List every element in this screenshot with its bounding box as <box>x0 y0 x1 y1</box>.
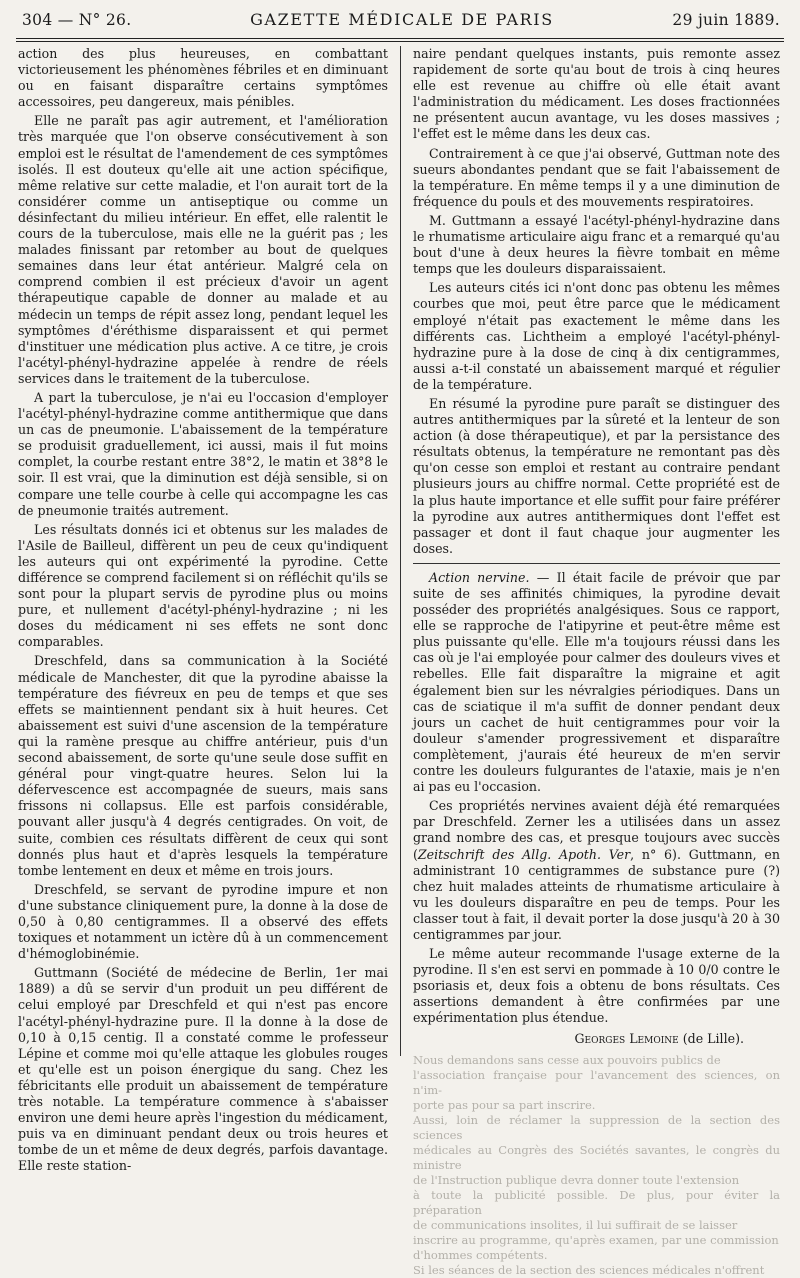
action-nervine-paragraph <box>413 570 780 795</box>
paragraph: Les auteurs cités ici n'ont donc pas obtenu les mêmes courbes que moi, peut être parce que le médicament employé n'était pas exactement le même dans les différents cas. Lichtheim a employé l'acétyl-phényl-hydrazine pure à la dose de cinq à dix centigrammes, aussi a-t-il constaté un abaissement marqué et régulier de la température. <box>413 280 780 392</box>
paragraph: Guttmann (Société de médecine de Berlin, 1er mai 1889) a dû se servir d'un produit un peu différent de celui employé par Dreschfeld et qui n'est pas encore l'acétyl-phényl-hydrazine pure. Il la donne à la dose de 0,10 à 0,15 centig. Il a constaté comme le professeur Lépine et comme moi qu'elle attaque les globules rouges et qu'elle est un poison énergique du sang. Chez les fébricitants elle produit un abaissement de température très notable. La température commence à s'abaisser environ une demi heure après l'ingestion du médicament, puis va en diminuant pendant deux ou trois heures et tombe de un et même de deux degrés, parfois davantage. Elle reste station- <box>18 965 388 1174</box>
page-header <box>14 10 786 38</box>
text-run: , n° 6). Guttmann, en administrant 10 centigrammes de substance pure (?) chez huit malades atteints de rhumatisme articulaire à vu les douleurs disparaître en peu de temps. Pour les classer tout à fait, il devait porter la dose jusqu'à 20 à 30 centigrammes par jour. <box>413 846 780 942</box>
section-heading: Action nervine. <box>429 569 530 585</box>
bleed-line: l'association française pour l'avancement des sciences, on n'im- <box>413 1067 780 1097</box>
section-text: — Il était facile de prévoir que par suite de ses affinités chimiques, la pyrodine devait posséder des propriétés analgésiques. Sous ce rapport, elle se rapproche de l'atipyrine et peut-être même est plus puissante qu'elle. Elle m'a toujours réussi dans les cas où je l'ai employée pour calmer des douleurs vives et rebelles. Elle fait disparaître la migraine et agit également bien sur les névralgies périodiques. Dans un cas de sciatique il m'a suffit de donner pendant deux jours un cachet de huit centigrammes pour voir la douleur s'amender progressivement et disparaître complètement, j'aurais été heureux de m'en servir contre les douleurs fulgurantes de l'ataxie, mais je n'en ai pas eu l'occasion. <box>413 569 780 795</box>
journal-title: GAZETTE MÉDICALE DE PARIS <box>250 10 554 29</box>
bleed-line: Si les séances de la section des sciences médicales n'offrent <box>413 1262 765 1277</box>
paragraph <box>413 798 780 943</box>
bleed-line: médicales au Congrès des Sociétés savantes, le congrès du ministre <box>413 1142 780 1172</box>
paragraph: Le même auteur recommande l'usage externe de la pyrodine. Il s'en est servi en pommade à 10 0/0 contre le psoriasis et, deux fois a obtenu de bons résultats. Ces assertions demandent à être confirmées par une expérimentation plus étendue. <box>413 946 780 1026</box>
bleed-line: d'hommes compétents. <box>413 1247 548 1262</box>
paragraph: M. Guttmann a essayé l'acétyl-phényl-hydrazine dans le rhumatisme articulaire aigu franc et a remarqué qu'au bout d'une à deux heures la fièvre tombait en même temps que les douleurs disparaissaient. <box>413 212 780 277</box>
paragraph: En résumé la pyrodine pure paraît se distinguer des autres antithermiques par la sûreté et la lenteur de son action (à dose thérapeutique), et par la persistance des résultats obtenus, la température ne remontant pas dès qu'on cesse son emploi et restant au contraire pendant plusieurs jours au chiffre normal. Cette propriété est de la plus haute importance et elle suffit pour faire préférer la pyrodine aux autres antithermiques dont l'effet est passager et dont il faut chaque jour augmenter les doses. <box>413 395 780 556</box>
paragraph: A part la tuberculose, je n'ai eu l'occasion d'employer l'acétyl-phényl-hydrazine comme antithermique que dans un cas de pneumonie. L'abaissement de la température se produisit graduellement, ici aussi, mais il fut moins complet, la courbe restant entre 38°2, le matin et 38°8 le soir. Il est vrai, que la diminution est déjà sensible, si on compare une telle courbe à celle qui accompagne les cas de pneumonie traités autrement. <box>18 389 388 518</box>
journal-citation: Zeitschrift des Allg. Apoth. Ver <box>417 846 631 862</box>
paragraph: Les résultats donnés ici et obtenus sur les malades de l'Asile de Bailleul, diffèrent un peu de ceux qu'indiquent les auteurs qui ont expérimenté la pyrodine. Cette différence se comprend facilement si on réfléchit qu'ils se sont pour la plupart servis de pyrodine plus ou moins pure, et nullement d'acétyl-phényl-hydrazine ; ni les doses du médicament ni ses effets ne sont donc comparables. <box>18 521 388 650</box>
bleed-line: Aussi, loin de réclamer la suppression de la section des sciences <box>413 1112 780 1142</box>
bleed-through-text <box>413 1053 780 1278</box>
paragraph: Dreschfeld, se servant de pyrodine impure et non d'une substance cliniquement pure, la donne à la dose de 0,50 à 0,80 centigrammes. Il a observé des effets toxiques et notamment un ictère dû à un commencement d'hémoglobinémie. <box>18 881 388 962</box>
issue-date: 29 juin 1889. <box>672 11 780 29</box>
left-column <box>14 46 400 1174</box>
author-place: (de Lille). <box>678 1030 744 1046</box>
right-column <box>400 46 786 1277</box>
section-divider <box>413 563 780 564</box>
page-number: 304 — N° 26. <box>22 11 132 29</box>
paragraph: Contrairement à ce que j'ai observé, Guttman note des sueurs abondantes pendant que se fait l'abaissement de la température. En même temps il y a une diminution de fréquence du pouls et des mouvements respiratoires. <box>413 145 780 209</box>
bleed-line: à toute la publicité possible. De plus, pour éviter la préparation <box>413 1187 780 1217</box>
bleed-line: inscrire au programme, qu'après examen, par une commission <box>413 1232 779 1247</box>
bleed-line: de communications insolites, il lui suffirait de se laisser <box>413 1217 738 1232</box>
paragraph: action des plus heureuses, en combattant victorieusement les phénomènes fébriles et en diminuant ou en faisant disparaître certains symptômes accessoires, peu dangereux, mais pénibles. <box>18 46 388 110</box>
bleed-line: de l'Instruction publique devra donner toute l'extension <box>413 1172 740 1187</box>
author-signature <box>413 1031 744 1047</box>
bleed-line: Nous demandons sans cesse aux pouvoirs publics de <box>413 1052 721 1067</box>
paragraph: naire pendant quelques instants, puis remonte assez rapidement de sorte qu'au bout de trois à cinq heures elle est revenue au chiffre où elle était avant l'administration du médicament. Les doses fractionnées ne présentent aucun avantage, vu les doses massives ; l'effet est le même dans les deux cas. <box>413 46 780 142</box>
paragraph: Dreschfeld, dans sa communication à la Société médicale de Manchester, dit que la pyrodine abaisse la température des fiévreux en peu de temps et que ses effets se maintiennent pendant six à huit heures. Cet abaissement est suivi d'une ascension de la température qui la ramène presque au chiffre antérieur, puis d'un second abaissement, de sorte qu'une seule dose suffit en général pour vingt-quatre heures. Selon lui la défervescence est accompagnée de sueurs, mais sans frissons ni collapsus. Elle est parfois considérable, pouvant aller jusqu'à 4 degrés centigrades. On voit, de suite, combien ces résultats diffèrent de ceux qui sont donnés plus haut et d'après lesquels la température tombe lentement en deux et même en trois jours. <box>18 653 388 878</box>
header-rule <box>16 38 784 39</box>
author-name: Georges Lemoine <box>574 1030 679 1046</box>
text-run: Ces propriétés nervines avaient déjà été remarquées par Dreschfeld. Zerner les a utilisées dans un assez grand nombre des cas, et presque toujours avec succès ( <box>413 798 780 862</box>
paragraph: Elle ne paraît pas agir autrement, et l'amélioration très marquée que l'on observe consécutivement à son emploi est le résultat de l'amendement de ces symptômes isolés. Il est douteux qu'elle ait une action spécifique, même relative sur cette maladie, et l'on aurait tort de la considérer comme un antiseptique ou comme un désinfectant du milieu intérieur. En effet, elle ralentit le cours de la tuberculose, mais elle ne la guérit pas ; les malades finissant par retomber au bout de quelques semaines dans leur état antérieur. Malgré cela on comprend combien il est précieux d'avoir un agent thérapeutique capable de donner au malade et au médecin un temps de répit assez long, pendant lequel les symptômes d'éréthisme disparaissent et qui permet d'instituer une médication plus active. A ce titre, je crois l'acétyl-phényl-hydrazine appelée à rendre de réels services dans le traitement de la tuberculose. <box>18 113 388 386</box>
bleed-line: porte pas pour sa part inscrire. <box>413 1097 596 1112</box>
header-rule-thin <box>16 41 784 42</box>
article-columns <box>14 46 786 1277</box>
